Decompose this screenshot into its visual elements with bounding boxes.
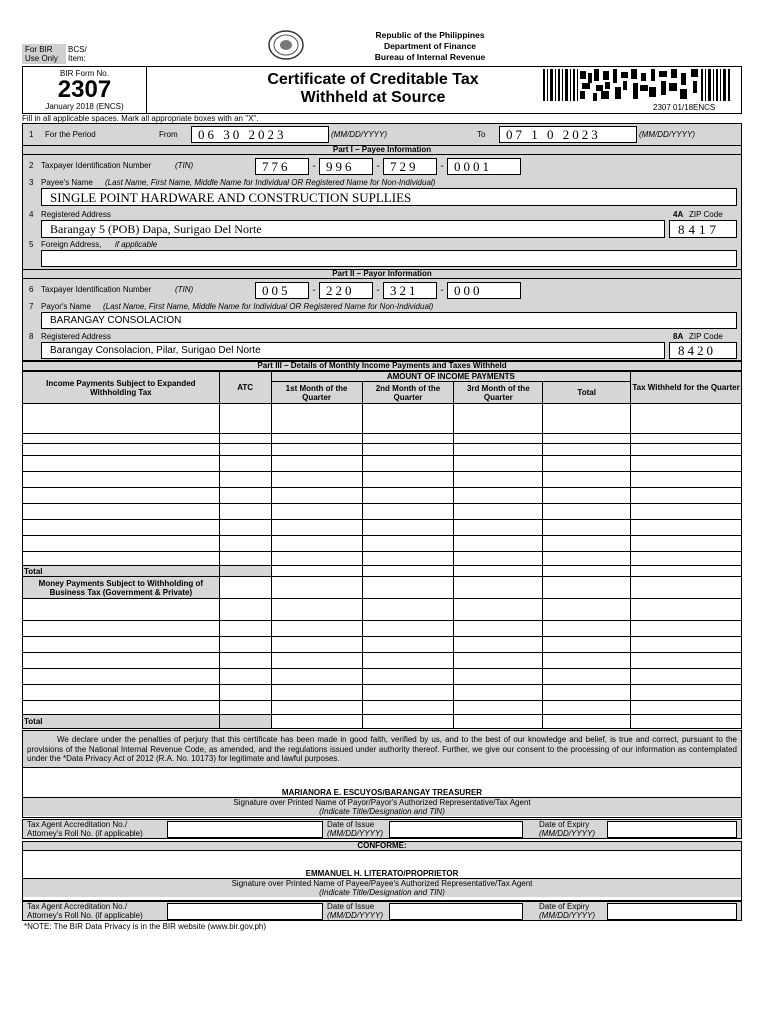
agent2-expiry-fmt: (MM/DD/YYYY): [539, 911, 595, 920]
payee-addr-num: 4: [29, 210, 34, 219]
dash-icon: -: [373, 161, 383, 172]
to-label: To: [477, 130, 486, 139]
agent1-accr-label1: Tax Agent Accreditation No./: [27, 820, 128, 829]
part3-title: Part III – Details of Monthly Income Payments and Taxes Withheld: [22, 361, 742, 371]
payor-tin-part3[interactable]: 321: [383, 282, 437, 299]
agent1-issue-label: Date of Issue: [327, 820, 375, 829]
table-row: [23, 552, 742, 566]
payor-address-input[interactable]: Barangay Consolacion, Pilar, Surigao Del Norte: [41, 342, 665, 359]
agent1-expiry-input[interactable]: [607, 821, 737, 838]
period-label: For the Period: [45, 130, 96, 139]
payor-addr-num: 8: [29, 332, 34, 341]
payor-signatory[interactable]: MARIANORA E. ESCUYOS/BARANGAY TREASURER: [281, 788, 483, 797]
period-num: 1: [29, 130, 34, 139]
payor-tin-row: [22, 279, 742, 301]
total-label-2: Total: [23, 715, 220, 729]
payee-name-row: [22, 177, 742, 209]
table-row: [23, 520, 742, 536]
bureau-text: Bureau of Internal Revenue: [374, 52, 486, 62]
agent2-accr-label1: Tax Agent Accreditation No./: [27, 902, 128, 911]
col-m1: 1st Month of the Quarter: [271, 382, 362, 404]
table-row: [23, 472, 742, 488]
agent1-expiry-label: Date of Expiry: [539, 820, 590, 829]
payee-tin-row: [22, 155, 742, 177]
dash-icon: -: [373, 285, 383, 296]
money-payments-header-row: [23, 577, 742, 599]
payee-sig-caption: Signature over Printed Name of Payee/Payee's Authorized Representative/Tax Agent: [23, 878, 741, 888]
table-row: [23, 599, 742, 621]
form-number-box: [23, 67, 147, 113]
total-row-1: [23, 566, 742, 577]
table-row: [23, 637, 742, 653]
barcode-code: 2307 01/18ENCS: [653, 103, 716, 112]
income-payments-table: [22, 371, 742, 729]
title-line-1: Certificate of Creditable Tax: [267, 71, 479, 88]
table-row: [23, 701, 742, 715]
payor-zip-label: ZIP Code: [689, 332, 723, 341]
form-no-label: BIR Form No.: [60, 69, 109, 78]
dash-icon: -: [437, 161, 447, 172]
payee-name-num: 3: [29, 178, 34, 187]
foreign-address-input[interactable]: [41, 250, 737, 267]
payor-agent-row: [22, 819, 742, 839]
from-label: From: [159, 130, 178, 139]
dash-icon: -: [309, 161, 319, 172]
payee-zip-input[interactable]: 8417: [669, 220, 737, 238]
declaration-text: We declare under the penalties of perjury that this certificate has been made in good faith, verified by us, and to the best of our knowledge and belief, is true and correct, pursuant to the provisions of the National Internal Revenue Code, as amended, and the regulations issued under authority thereof. Further, we give our consent to the processing of our information as contemplated under the *Data Privacy Act of 2012 (R.A. No. 10173) for legitimate and lawful purposes.: [22, 730, 742, 768]
agent2-issue-label: Date of Issue: [327, 902, 375, 911]
agent2-accr-input[interactable]: [167, 903, 323, 920]
payee-tin-label: Taxpayer Identification Number: [41, 161, 152, 170]
total-row-2: [23, 715, 742, 729]
col-tax: Tax Withheld for the Quarter: [631, 372, 742, 404]
form-no: 2307: [57, 76, 112, 103]
table-row: [23, 444, 742, 456]
agent1-issue-fmt: (MM/DD/YYYY): [327, 829, 383, 838]
payee-name-hint: (Last Name, First Name, Middle Name for Individual OR Registered Name for Non-Individual): [105, 178, 436, 187]
table-row: [23, 621, 742, 637]
payor-tin-part4[interactable]: 000: [447, 282, 521, 299]
payee-addr-label: Registered Address: [41, 210, 111, 219]
from-format: (MM/DD/YYYY): [331, 130, 387, 139]
period-from-input[interactable]: 06 30 2023: [191, 126, 329, 143]
payee-tin-part3[interactable]: 729: [383, 158, 437, 175]
col-m2: 2nd Month of the Quarter: [362, 382, 454, 404]
payor-name-row: [22, 301, 742, 331]
payee-tin-num: 2: [29, 161, 34, 170]
table-row: [23, 434, 742, 444]
payee-name-input[interactable]: SINGLE POINT HARDWARE AND CONSTRUCTION SUPLLIES: [41, 188, 737, 206]
payor-zip-num: 8A: [673, 332, 684, 341]
period-to-input[interactable]: 07 1 0 2023: [499, 126, 637, 143]
form-title: [223, 71, 523, 107]
table-row: [23, 404, 742, 434]
payor-sig-caption2: (Indicate Title/Designation and TIN): [23, 807, 741, 816]
payee-name-label: Payee's Name: [41, 178, 93, 187]
table-row: [23, 536, 742, 552]
total-label-1: Total: [23, 566, 220, 577]
payor-address-row: [22, 331, 742, 361]
payee-signature-block: [22, 851, 742, 901]
payor-tin-part2[interactable]: 220: [319, 282, 373, 299]
form-date: January 2018 (ENCS): [45, 102, 124, 111]
payor-signature-block: [22, 768, 742, 818]
payor-name-input[interactable]: BARANGAY CONSOLACION: [41, 312, 737, 329]
to-format: (MM/DD/YYYY): [639, 130, 695, 139]
agent1-accr-input[interactable]: [167, 821, 323, 838]
period-row: [22, 123, 742, 145]
foreign-num: 5: [29, 240, 34, 249]
payor-tin-label-italic: (TIN): [175, 285, 194, 294]
col-atc: ATC: [219, 372, 271, 404]
bir-seal-icon: [267, 30, 305, 60]
payor-sig-caption: Signature over Printed Name of Payor/Payor's Authorized Representative/Tax Agent: [23, 797, 741, 807]
part2-title: Part II – Payor Information: [22, 269, 742, 279]
table-row: [23, 685, 742, 701]
agent2-expiry-input[interactable]: [607, 903, 737, 920]
payee-signatory[interactable]: EMMANUEL H. LITERATO/PROPRIETOR: [305, 869, 459, 878]
barcode: [543, 69, 739, 112]
payee-agent-row: [22, 901, 742, 921]
title-line-2: Withheld at Source: [300, 89, 446, 106]
payor-tin-num: 6: [29, 285, 34, 294]
col-income: Income Payments Subject to Expanded Withholding Tax: [23, 372, 220, 404]
amount-header: AMOUNT OF INCOME PAYMENTS: [271, 372, 630, 382]
part1-title: Part I – Payee Information: [22, 145, 742, 155]
dash-icon: -: [437, 285, 447, 296]
agent2-accr-label2: Attorney's Roll No. (if applicable): [27, 911, 143, 920]
payor-tin-part1[interactable]: 005: [255, 282, 309, 299]
payee-tin-part4[interactable]: 0001: [447, 158, 521, 175]
bcs-item-label: BCS/ Item:: [68, 45, 87, 63]
payor-name-label: Payor's Name: [41, 302, 91, 311]
for-bir-label: For BIR Use Only: [22, 44, 66, 64]
fill-note: Fill in all applicable spaces. Mark all appropriate boxes with an "X".: [22, 114, 259, 123]
department-text: Department of Finance: [383, 41, 477, 51]
payee-sig-caption2: (Indicate Title/Designation and TIN): [23, 888, 741, 897]
footnote: *NOTE: The BIR Data Privacy is in the BIR website (www.bir.gov.ph): [24, 922, 267, 931]
conforme-label: CONFORME:: [22, 841, 742, 851]
col-m3: 3rd Month of the Quarter: [454, 382, 543, 404]
barcode-icon: [543, 69, 733, 101]
payee-tin-label-italic: (TIN): [175, 161, 194, 170]
table-row: [23, 653, 742, 669]
agent2-expiry-label: Date of Expiry: [539, 902, 590, 911]
payor-name-num: 7: [29, 302, 34, 311]
payor-addr-label: Registered Address: [41, 332, 111, 341]
payee-address-input[interactable]: Barangay 5 (POB) Dapa, Surigao Del Norte: [41, 220, 665, 238]
agent2-issue-input[interactable]: [389, 903, 523, 920]
agency-header: [330, 30, 530, 63]
agent1-issue-input[interactable]: [389, 821, 523, 838]
table-row: [23, 669, 742, 685]
money-payments-label: Money Payments Subject to Withholding of Business Tax (Government & Private): [23, 577, 220, 599]
agent2-issue-fmt: (MM/DD/YYYY): [327, 911, 383, 920]
payee-tin-part2[interactable]: 996: [319, 158, 373, 175]
table-row: [23, 456, 742, 472]
payor-name-hint: (Last Name, First Name, Middle Name for Individual OR Registered Name for Non-Individual): [103, 302, 434, 311]
payor-zip-input[interactable]: 8420: [669, 342, 737, 359]
form-title-row: [22, 66, 742, 114]
table-row: [23, 504, 742, 520]
for-bir-use-box: [22, 44, 98, 64]
dash-icon: -: [309, 285, 319, 296]
foreign-address-row: [22, 239, 742, 269]
agent1-accr-label2: Attorney's Roll No. (if applicable): [27, 829, 143, 838]
foreign-hint: if applicable: [115, 240, 158, 249]
payee-address-row: [22, 209, 742, 239]
payee-tin-part1[interactable]: 776: [255, 158, 309, 175]
payee-zip-label: ZIP Code: [689, 210, 723, 219]
table-row: [23, 488, 742, 504]
col-total: Total: [543, 382, 631, 404]
foreign-label: Foreign Address,: [41, 240, 102, 249]
payee-zip-num: 4A: [673, 210, 684, 219]
payor-tin-label: Taxpayer Identification Number: [41, 285, 152, 294]
agent1-expiry-fmt: (MM/DD/YYYY): [539, 829, 595, 838]
republic-text: Republic of the Philippines: [375, 30, 485, 40]
